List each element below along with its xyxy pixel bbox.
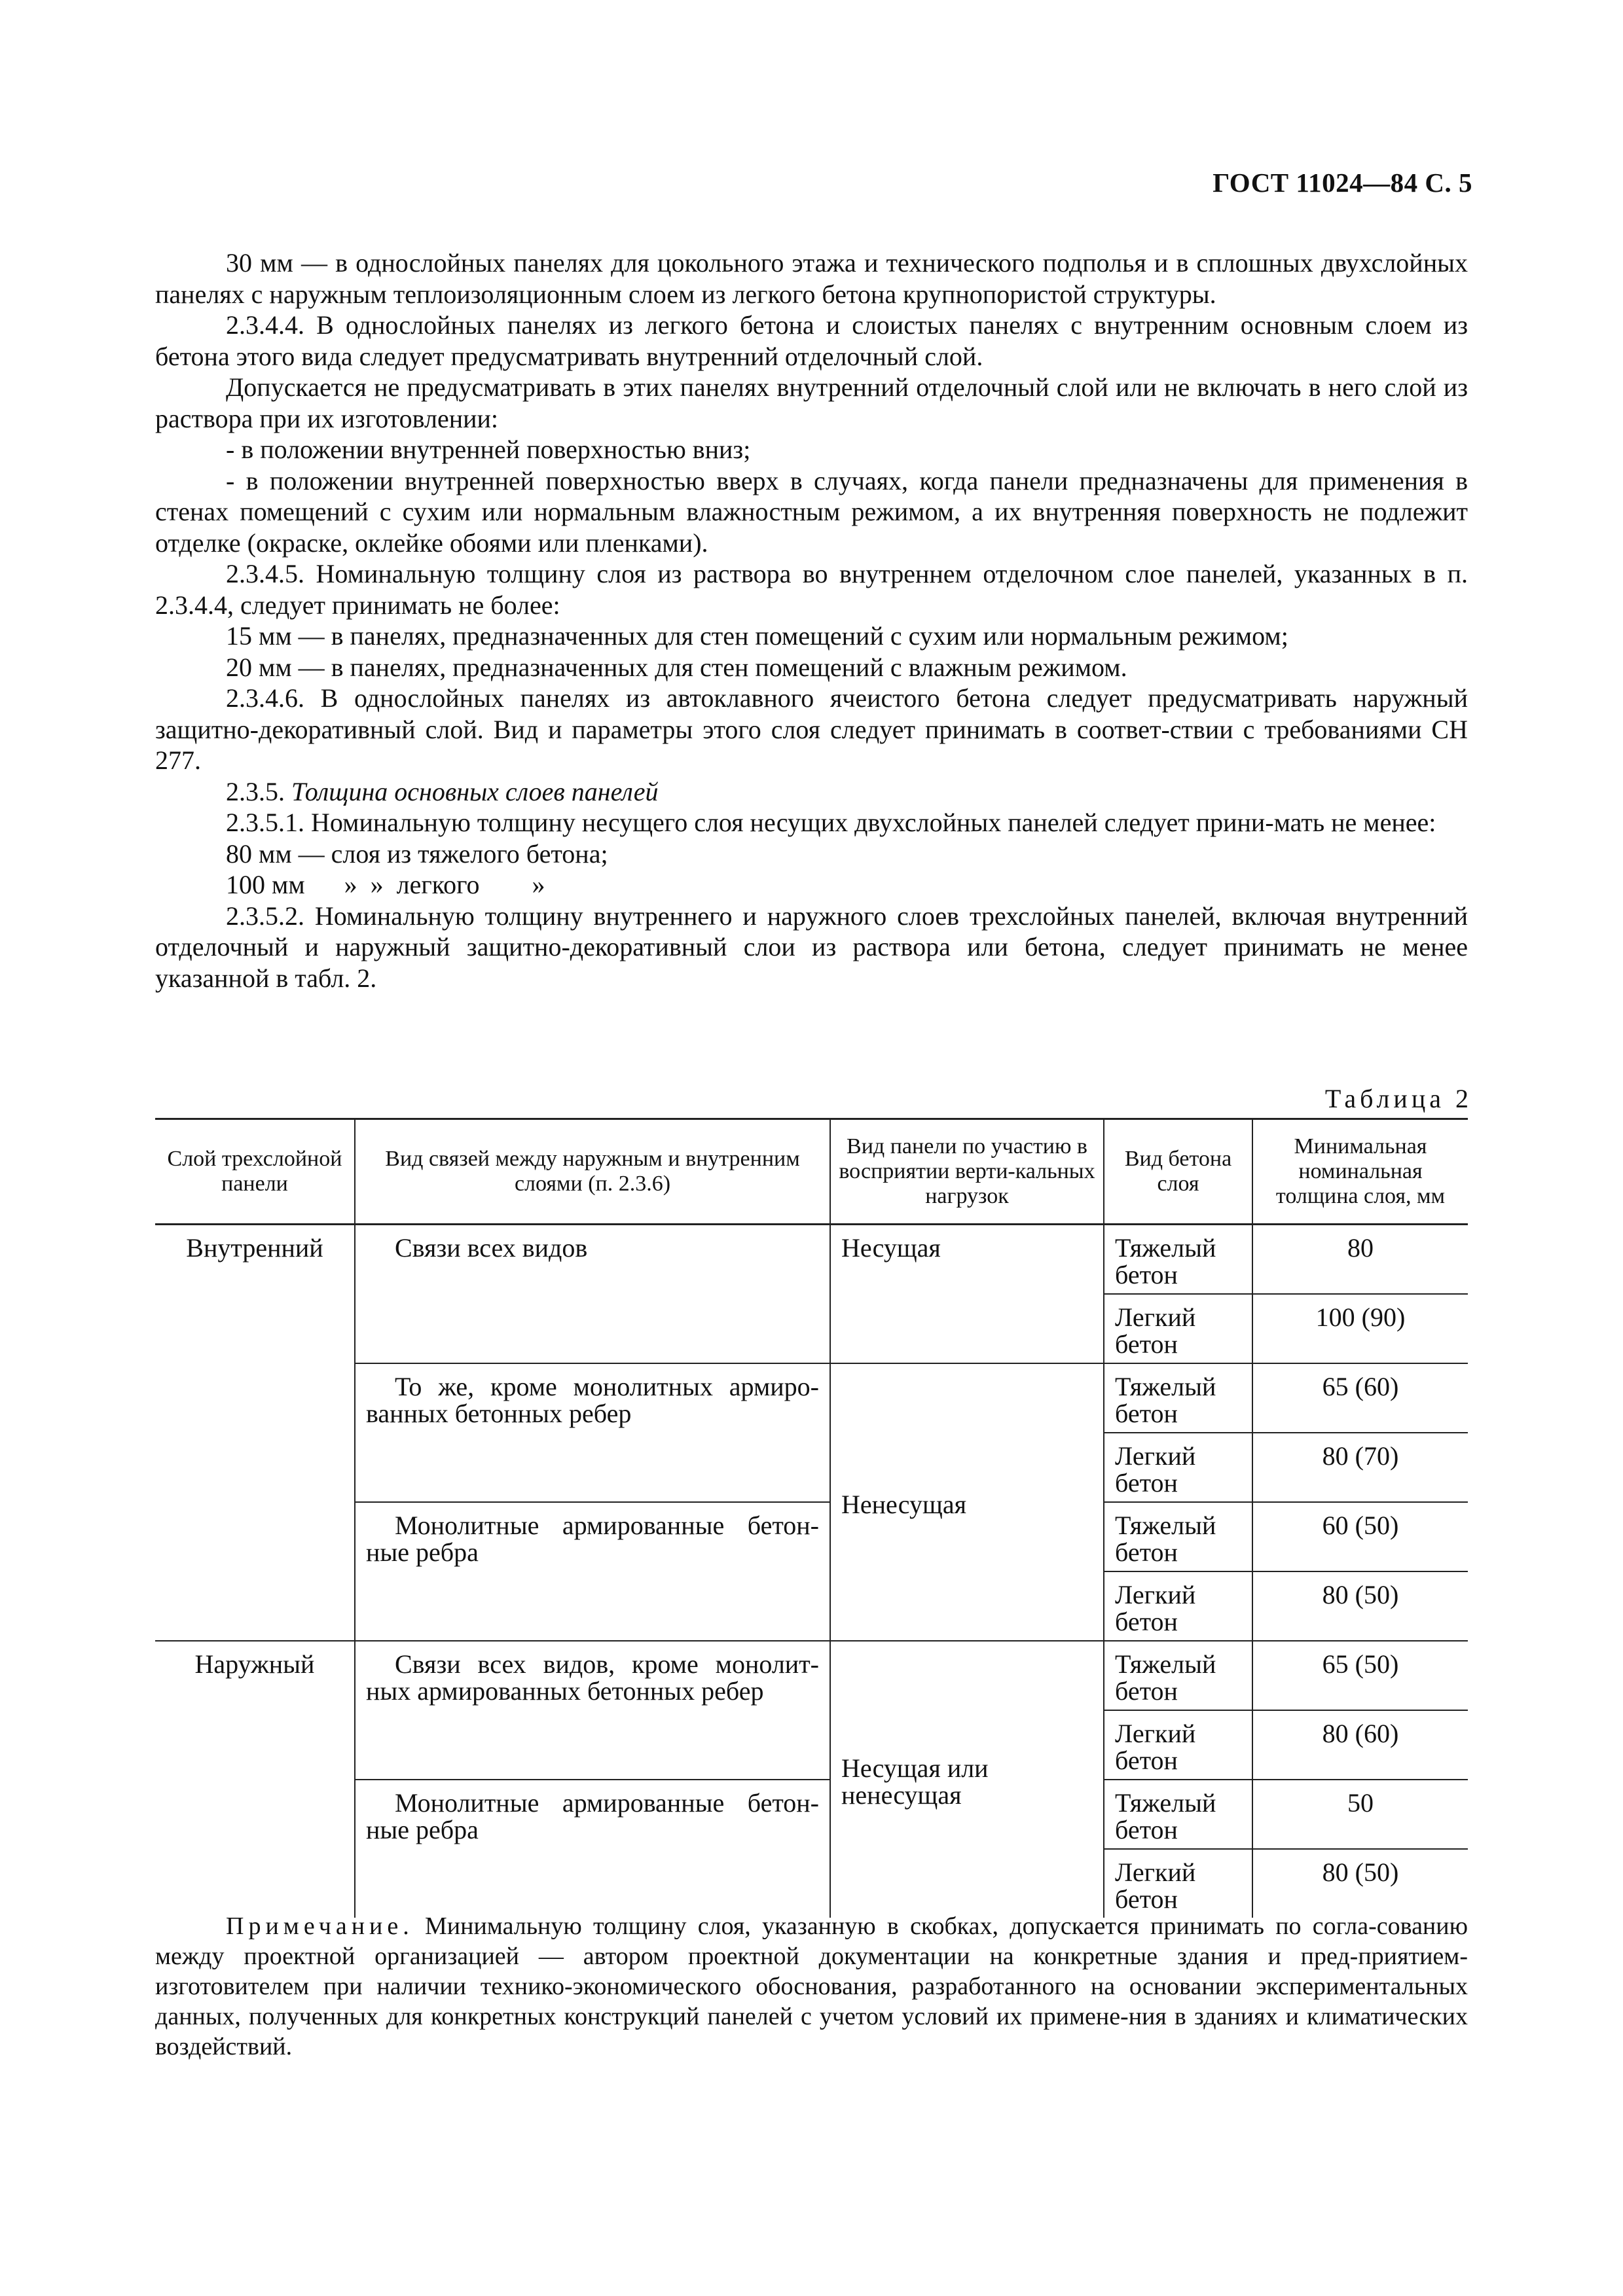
layer-cell: Наружный [155, 1641, 355, 1918]
table-container [155, 1118, 1468, 1918]
panel-cell: Несущая [830, 1225, 1104, 1364]
clause-2-3-4-5: 2.3.4.5. Номинальную толщину слоя из раствора во внутреннем отделочном слое панелей, указанных в п. 2.3.4.4, следует принимать не более: [155, 559, 1468, 620]
list-item: 15 мм — в панелях, предназначенных для стен помещений с сухим или нормальным режимом; [226, 621, 1288, 651]
concrete-cell: Легкий бетон [1104, 1710, 1252, 1780]
section-number: 2.3.5. [226, 776, 285, 806]
column-header: Вид панели по участию в восприятии верти-кальных нагрузок [830, 1119, 1104, 1225]
list-item: - в положении внутренней поверхностью вверх в случаях, когда панели предназначены для применения в стенах помещений с сухим или нормальным влажностным режимом, а их внутренняя поверхность не подлежит отделке (окраске, оклейке обоями или пленками). [155, 465, 1468, 558]
body-text [155, 247, 1468, 994]
section-title: Толщина основных слоев панелей [291, 776, 659, 806]
concrete-cell: Легкий бетон [1104, 1571, 1252, 1641]
paragraph: Допускается не предусматривать в этих панелях внутренний отделочный слой или не включать в него слой из раствора при их изготовлении: [155, 372, 1468, 433]
note-text: Минимальную толщину слоя, указанную в скобках, допускается принимать по согла-сованию между проектной организацией — автором проектной документации на конкретные здания и пред-приятием-изготовителем при наличии технико-экономического обоснования, разработанного на основании экспериментальных данных, полученных для конкретных конструкций панелей с учетом условий их примене-ния в зданиях и климатических воздействий. [155, 1912, 1468, 2060]
concrete-cell: Тяжелый бетон [1104, 1780, 1252, 1849]
link-cell: Связи всех видов, кроме монолит-ных армированных бетонных ребер [355, 1641, 830, 1780]
concrete-cell: Тяжелый бетон [1104, 1363, 1252, 1433]
concrete-cell: Легкий бетон [1104, 1849, 1252, 1918]
value-cell: 65 (50) [1252, 1641, 1468, 1710]
column-header: Вид бетона слоя [1104, 1119, 1252, 1225]
value-cell: 50 [1252, 1780, 1468, 1849]
list-item: 80 мм — слоя из тяжелого бетона; [226, 838, 608, 869]
value-cell: 80 (50) [1252, 1849, 1468, 1918]
link-cell: То же, кроме монолитных армиро-ванных бетонных ребер [355, 1363, 830, 1502]
concrete-cell: Легкий бетон [1104, 1433, 1252, 1502]
page-header: ГОСТ 11024—84 С. 5 [1213, 168, 1472, 198]
paragraph: 30 мм — в однослойных панелях для цокольного этажа и технического подполья и в сплошных двухслойных панелях с наружным теплоизоляционным слоем из легкого бетона крупнопористой структуры. [155, 248, 1468, 309]
table-row [155, 1641, 1468, 1710]
link-cell: Монолитные армированные бетон-ные ребра [355, 1502, 830, 1641]
column-header: Вид связей между наружным и внутренним слоями (п. 2.3.6) [355, 1119, 830, 1225]
clause-2-3-4-6: 2.3.4.6. В однослойных панелях из автоклавного ячеистого бетона следует предусматривать наружный защитно-декоративный слой. Вид и параметры этого слоя следует принимать в соответ-ствии с требованиями СН 277. [155, 683, 1468, 775]
value-cell: 80 (60) [1252, 1710, 1468, 1780]
panel-cell: Ненесущая [830, 1363, 1104, 1641]
link-cell: Связи всех видов [355, 1225, 830, 1364]
list-item: - в положении внутренней поверхностью вниз; [226, 435, 751, 464]
value-cell: 80 [1252, 1225, 1468, 1295]
value-cell: 60 (50) [1252, 1502, 1468, 1571]
table-header-row [155, 1119, 1468, 1225]
list-item: 100 мм » » легкого » [226, 870, 545, 899]
table-row [155, 1225, 1468, 1295]
list-item: 20 мм — в панелях, предназначенных для стен помещений с влажным режимом. [226, 652, 1127, 682]
value-cell: 80 (50) [1252, 1571, 1468, 1641]
concrete-cell: Тяжелый бетон [1104, 1225, 1252, 1295]
table-caption: Таблица 2 [1324, 1084, 1472, 1113]
section-heading [155, 776, 1468, 808]
link-cell: Монолитные армированные бетон-ные ребра [355, 1780, 830, 1918]
column-header: Минимальная номинальная толщина слоя, мм [1252, 1119, 1468, 1225]
table-note [155, 1911, 1468, 2062]
thickness-table [155, 1118, 1468, 1918]
value-cell: 65 (60) [1252, 1363, 1468, 1433]
column-header: Слой трехслойной панели [155, 1119, 355, 1225]
note-label: Примечание. [226, 1912, 414, 1940]
concrete-cell: Легкий бетон [1104, 1294, 1252, 1363]
clause-2-3-5-2: 2.3.5.2. Номинальную толщину внутреннего и наружного слоев трехслойных панелей, включая внутренний отделочный и наружный защитно-декоративный слои из раствора или бетона, следует принимать не менее указанной в табл. 2. [155, 901, 1468, 993]
value-cell: 100 (90) [1252, 1294, 1468, 1363]
concrete-cell: Тяжелый бетон [1104, 1502, 1252, 1571]
clause-2-3-4-4: 2.3.4.4. В однослойных панелях из легкого бетона и слоистых панелях с внутренним основным слоем из бетона этого вида следует предусматривать внутренний отделочный слой. [155, 310, 1468, 371]
clause-2-3-5-1: 2.3.5.1. Номинальную толщину несущего слоя несущих двухслойных панелей следует прини-мать не менее: [226, 808, 1436, 837]
layer-cell: Внутренний [186, 1233, 323, 1263]
value-cell: 80 (70) [1252, 1433, 1468, 1502]
panel-cell: Несущая или ненесущая [830, 1641, 1104, 1918]
concrete-cell: Тяжелый бетон [1104, 1641, 1252, 1710]
